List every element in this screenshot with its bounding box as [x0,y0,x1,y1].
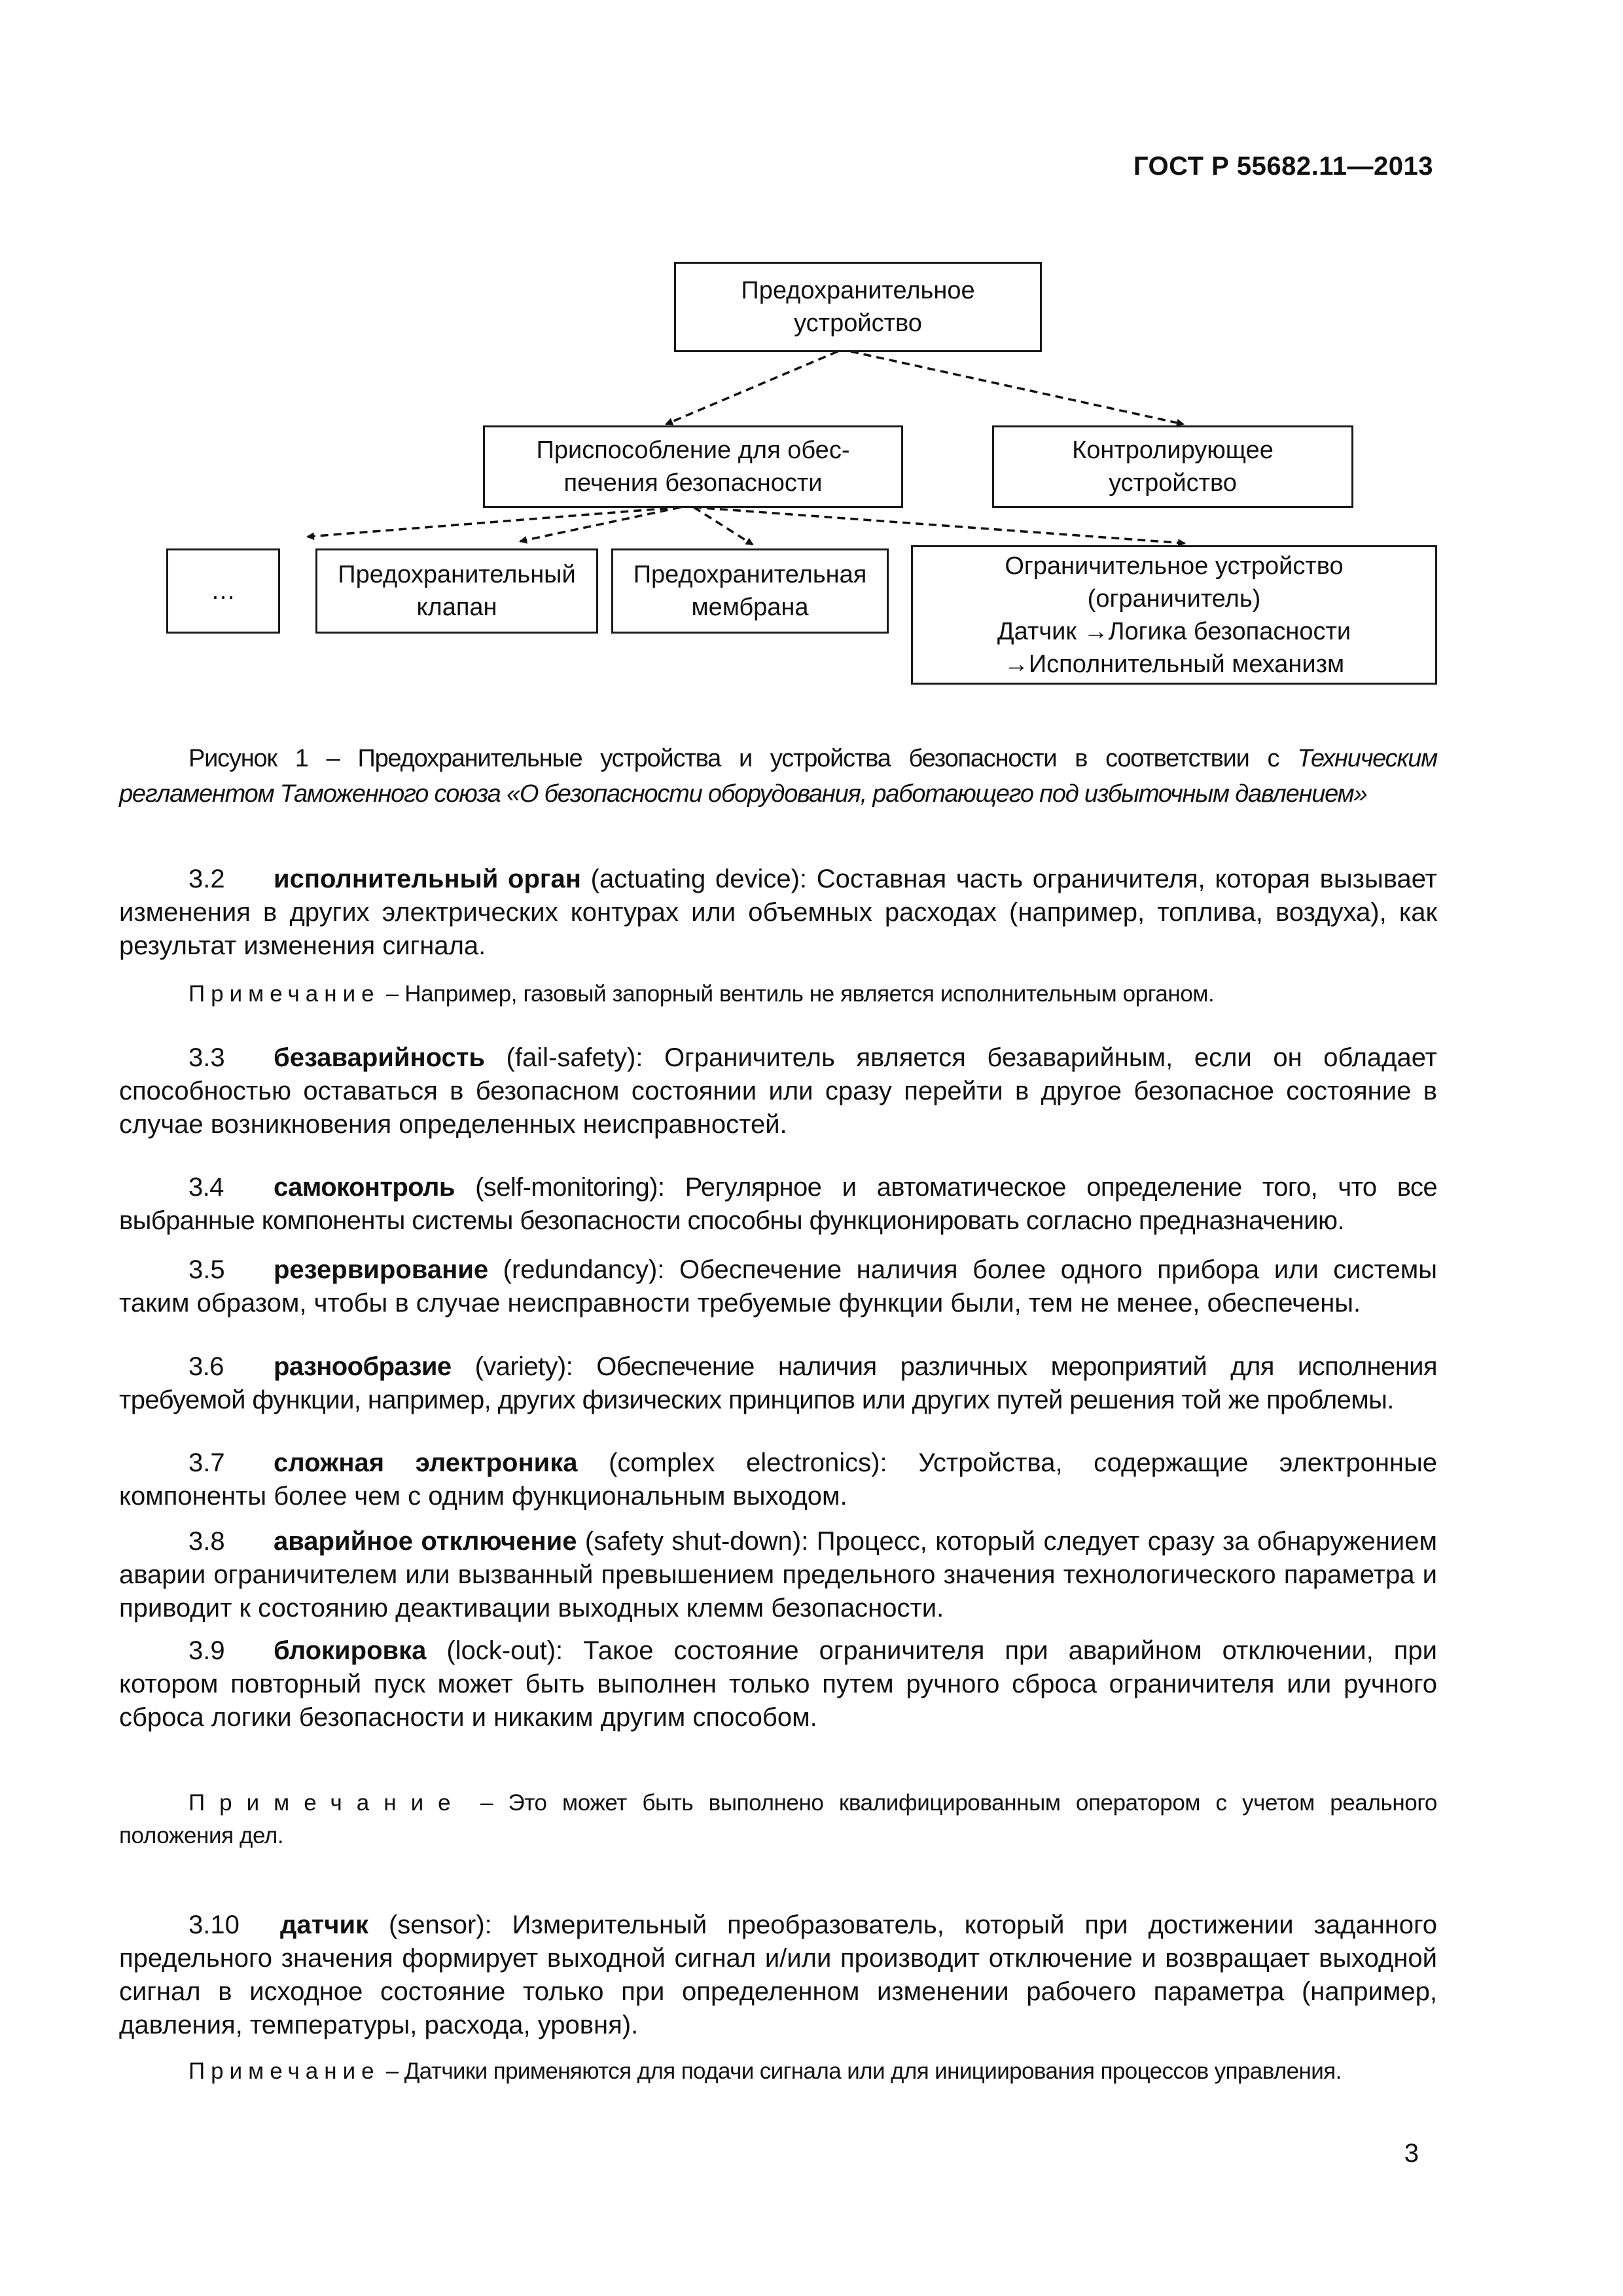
term: самоконтроль [274,1173,455,1202]
box-limiter-line: →Исполнительный механизм [1003,650,1345,678]
definition-3-8 [119,1525,1437,1625]
definition-3-9 [119,1634,1437,1734]
box-safety-accessory-line: Приспособление для обес- [536,437,850,464]
definition-3-4 [119,1171,1437,1238]
caption-italic: Техническим регламентом Таможенного союза «О безопасности оборудования, работающего под избыточным давлением» [119,745,1437,808]
arrow-top-to-mid-left [666,351,838,424]
box-safety-valve-line: клапан [416,594,497,621]
arrow-mid-to-valve [520,507,681,541]
box-limiter-line: Ограничительное устройство [1005,552,1344,580]
page-number: 3 [1404,2139,1419,2168]
box-safety-device-line: Предохранительное [741,277,975,304]
term: сложная электроника [274,1448,578,1477]
box-safety-membrane-line: мембрана [691,594,809,621]
note-label: Примечание [188,1790,465,1816]
note-3-9 [119,1787,1437,1852]
definition-text: (safety shut-down): Процесс, который следует сразу за обнаружением аварии ограничителем или вызванный превышением предельного значения технологического параметра и приводит к состоянию деактивации выходных клемм безопасности. [119,1527,1437,1623]
note-3-2 [119,978,1437,1011]
term: безаварийность [274,1043,485,1072]
definition-3-2 [119,863,1437,963]
item-number: 3.3 [188,1043,225,1072]
box-limiter-line: (ограничитель) [1087,584,1261,613]
arrow-mid-to-limiter [694,507,1185,543]
definition-text: (variety): Обеспечение наличия различных мероприятий для исполнения требуемой функции, например, других физических принципов или других путей решения той же проблемы. [119,1352,1437,1414]
box-safety-accessory [483,425,903,508]
item-number: 3.10 [188,1910,240,1939]
definition-3-10 [119,1909,1437,2042]
item-number: 3.9 [188,1636,225,1665]
note-label: Примечание [188,2058,380,2084]
definition-text: (lock-out): Такое состояние ограничителя при аварийном отключении, при котором повторный пуск может быть выполнен только путем ручного сброса ограничителя или ручного сброса логики безопасности и никаким другим способом. [119,1636,1437,1732]
box-safety-valve-line: Предохранительный [338,561,576,588]
term: датчик [280,1910,369,1939]
box-controlling-device-line: устройство [1109,469,1237,497]
box-safety-valve [315,548,598,634]
figure-caption [119,741,1437,812]
note-label: Примечание [188,981,380,1007]
term: аварийное отключение [274,1527,577,1556]
item-number: 3.8 [188,1527,225,1556]
arrow-top-to-mid-right [851,351,1183,424]
item-number: 3.2 [188,865,225,893]
note-text: – Например, газовый запорный вентиль не является исполнительным органом. [380,981,1215,1007]
item-number: 3.7 [188,1448,225,1477]
definition-3-7 [119,1446,1437,1513]
term: исполнительный орган [274,865,581,893]
definition-3-6 [119,1350,1437,1417]
box-controlling-device [992,425,1353,508]
box-safety-membrane-line: Предохранительная [633,561,867,588]
definition-text: (self-monitoring): Регулярное и автоматическое определение того, что все выбранные компоненты системы безопасности способны функционировать согласно предназначению. [119,1173,1437,1235]
box-safety-device [674,262,1042,352]
arrow-mid-to-membrane [694,507,753,545]
term: блокировка [274,1636,427,1665]
note-text: – Датчики применяются для подачи сигнала или для инициирования процессов управления. [380,2058,1342,2084]
note-3-10 [119,2055,1437,2088]
definition-3-3 [119,1041,1437,1141]
note-text: – Это может быть выполнено квалифицированным оператором с учетом реального положения дел. [119,1790,1437,1848]
box-safety-accessory-line: печения безопасности [563,469,823,497]
definition-text: (actuating device): Составная часть ограничителя, которая вызывает изменения в других электрических контурах или объемных расходах (например, топлива, воздуха), как результат изменения сигнала. [119,865,1437,960]
item-number: 3.5 [188,1255,225,1284]
box-limiter-line: Датчик →Логика безопасности [997,617,1351,645]
definition-text: (fail-safety): Ограничитель является безаварийным, если он обладает способностью оставаться в безопасном состоянии или сразу перейти в другое безопасное состояние в случае возникновения определенных неисправностей. [119,1043,1437,1139]
box-limiter [911,545,1437,685]
definition-text: (sensor): Измерительный преобразователь, который при достижении заданного предельного значения формирует выходной сигнал и/или производит отключение и возвращает выходной сигнал в исходное состояние только при определенном изменении рабочего параметра (например, давления, температуры, расхода, уровня). [119,1910,1437,2039]
item-number: 3.4 [188,1173,224,1202]
term: резервирование [274,1255,489,1284]
definition-text: (complex electronics): Устройства, содержащие электронные компоненты более чем с одним функциональным выходом. [119,1448,1437,1511]
caption-text: Рисунок 1 – Предохранительные устройства и устройства безопасности в соответствии с [188,745,1298,772]
arrow-mid-to-ellipsis [308,507,681,537]
term: разнообразие [274,1352,452,1381]
standard-header: ГОСТ Р 55682.11—2013 [1133,152,1433,181]
box-ellipsis-text: … [211,577,236,605]
box-ellipsis [166,548,280,634]
box-controlling-device-line: Контролирующее [1072,437,1274,464]
definition-text: (redundancy): Обеспечение наличия более одного прибора или системы таким образом, чтобы в случае неисправности требуемые функции были, тем не менее, обеспечены. [119,1255,1437,1318]
definition-3-5 [119,1253,1437,1320]
box-safety-membrane [611,548,889,634]
box-safety-device-line: устройство [794,310,922,337]
item-number: 3.6 [188,1352,224,1381]
